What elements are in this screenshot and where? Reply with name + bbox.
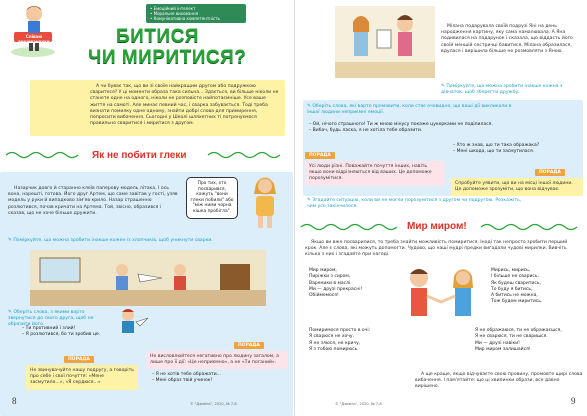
poem-line: Помиримося просто в очі: xyxy=(309,328,371,333)
dialog-line: – Ой, нічого страшного! Ти ж мною мінусу покаже цукерками не поділилася. xyxy=(309,122,493,127)
tip-box-1 xyxy=(305,141,445,186)
dialog-line: – Ти противний і злий! xyxy=(22,326,76,331)
task-text: Оберіть слова, які варто промовити, коли стає очевидно, що ваші дії викликали в іншої людини неприємні емоції. xyxy=(307,104,512,115)
poem-line: Мир миром залишайся! xyxy=(475,346,531,352)
tip-text: Спробуйте уявити, що ви на місці іншої людини. Це допоможе зрозуміти, що вона відчуває. xyxy=(451,178,583,196)
dialog-line: – Я розлютився, бо ти зробив це. xyxy=(22,332,101,338)
task-text: Оберіть слова, з якими варто звернутися до свого друга, щоб не образити його. xyxy=(8,310,94,327)
task-text: Поміркуйте, що можна зробити інакше кожен із хлопчиків, щоб уникнути сварки. xyxy=(13,238,213,243)
boys-arguing-illustration xyxy=(30,250,266,306)
poem-1 xyxy=(309,268,389,299)
tip-box-1 xyxy=(26,345,138,390)
girl-illustration xyxy=(240,172,290,232)
poem-2 xyxy=(491,268,585,306)
room-scene-icon xyxy=(30,250,266,306)
tag-item: • Емоційний інтелект xyxy=(150,6,196,11)
section-heading: Як не побити глеки xyxy=(92,150,187,161)
tip-label: ПОРАДА xyxy=(535,169,565,176)
tags-bar xyxy=(146,4,246,23)
task-instruction-1 xyxy=(307,104,521,116)
speech-bubble: Про тих, хто посварився, кажуть "вони глеки побили" або "між ними чорна кішка пробігла". xyxy=(186,177,238,219)
dialog-list-right xyxy=(453,143,583,156)
page-number: 9 xyxy=(571,396,576,406)
task-instruction-1 xyxy=(8,238,238,244)
poem-line: А битись не можна, xyxy=(491,293,538,299)
poem-line: Як будеш сваритись, xyxy=(491,280,541,286)
left-page xyxy=(0,0,293,416)
dialog-line: – Я не хотів тебе ображати... xyxy=(152,372,221,377)
poem-line: Я не злюся, не кричу, xyxy=(309,340,361,346)
poem-line: Ми — друзі навіки! xyxy=(475,340,520,346)
logo-illustration xyxy=(4,2,62,58)
tag-item: • Моральне виховання xyxy=(150,11,198,16)
dialog-list-right xyxy=(152,372,292,385)
poem-line: То буду я битись, xyxy=(491,286,533,292)
pencil-icon: ✎ xyxy=(307,198,313,203)
pencil-icon: ✎ xyxy=(8,310,14,315)
logo-text: Співаю вишиваночки xyxy=(18,34,50,44)
poem-line: Обіймемося! xyxy=(309,293,339,299)
poem-3 xyxy=(309,328,419,353)
task-text: Поміркуйте, що можна зробити інакше кожна з дівчаток, щоб зберегти дружбу. xyxy=(441,84,563,95)
poem-line: Мир миром, xyxy=(309,268,337,273)
poem-line: Тож будем миритись. xyxy=(491,299,543,305)
page-number: 8 xyxy=(12,396,17,406)
tip-box-2 xyxy=(146,331,288,369)
dialog-line: – Мені шкода, що ти засмутилася. xyxy=(453,149,535,155)
poem-line: Я з тобою помирюсь. xyxy=(309,346,359,352)
girls-gift-illustration xyxy=(335,6,435,78)
poem-line: Пиріжки з сиром, xyxy=(309,274,351,280)
girls-scene-icon xyxy=(335,6,435,78)
tip-text: Не висловлюйтеся негативно про людину загалом, а лише про її дії: «Це неприємно», а не «Ти поганий». xyxy=(146,351,288,369)
title-line-1: БИТИСЯ xyxy=(116,26,199,47)
intro-box: А чи буває так, що ви зі своїм найкращим другом або подружкою сваритеся? У ці моменти образа така сильна... Здається, ви більше ніколи не станете одне на одного, ніколи не розповісте найпотаємніше. Усе ваше життя на самоті. Але минає певний час, і сварка забувається. Тоді треба визнати помилку одне одному, знайти добрі слова для примирення, попросити вибачення. Сьогодні у Школі шляхетних ті потренуємося правильно сваритися і миритися з другом. xyxy=(30,80,285,136)
kids-making-up-illustration xyxy=(391,262,491,332)
dialog-list xyxy=(22,326,142,339)
poem-line: І більше не сварись. xyxy=(491,274,539,280)
dialog-line: – Мені образ твій учинок! xyxy=(152,378,213,384)
poem-line: Я не сварюся, ти не сваришся. xyxy=(475,334,548,340)
poem-4 xyxy=(475,328,585,353)
poem-line: Мирись, мирись, xyxy=(491,268,531,273)
tip-label: ПОРАДА xyxy=(234,342,264,349)
footer-copyright: © "Джміль", 2020, № 7-8 xyxy=(335,402,382,406)
tip-text: Не звинувачуйте нашу подругу, а говоріть про себе і свої почуття: «Мене засмутило...», «Я сердюся...» xyxy=(26,365,138,390)
pencil-icon: ✎ xyxy=(441,84,447,89)
tip-box-2 xyxy=(451,158,583,196)
pencil-icon: ✎ xyxy=(8,238,14,243)
mir-text: Якщо ви вже посварилися, то треба знайти можливість помиритися. Іноді так непросто зробити перший крок. Але є слова, які можуть допомогти. Чудово, що наші мудрі предки вигадали чудові мирилки. Вивчіть кілька з них і згадайте при нагоді. xyxy=(305,240,568,258)
dialog-line: – Хто ж знав, що ти така ображака? xyxy=(453,143,540,148)
tag-item: • Комунікативна компетентність xyxy=(150,16,220,21)
tip-label: ПОРАДА xyxy=(64,356,94,363)
boy-with-banner-icon xyxy=(4,2,62,58)
footer-copyright: © "Джміль", 2020, № 7-8 xyxy=(190,402,237,406)
poem-line: Я не ображаюся, ти не ображаєшся, xyxy=(475,328,562,333)
section-heading: Мир миром! xyxy=(407,221,467,232)
title-line-2: ЧИ МИРИТИСЯ? xyxy=(88,47,247,68)
story-text: Назарчик довго й старанно клеїв паперову модель літака. І ось вона, нарешті, готова. Його друг Артем, що саме завітав у гості, узяв модель у руки й випадково зім'яв крило. Назар страшенно розлютився, почав кричати на Артема. Той, звісно, образився і сказав, що не хоче більше дружити. xyxy=(8,186,178,216)
right-page xyxy=(294,0,587,416)
story-text: Мілана подарувала своїй подрузі Яні на день народження картину, яку сама намалювала. А Яна подивилася на подарунок і сказала, що віддасть його своїй меншій сестричці бавитися. Мілана образилася, вдулася і вирішила більше не розмовляти з Яною. xyxy=(441,24,573,54)
poem-line: Вареники в маслі. xyxy=(309,280,352,286)
dialog-list xyxy=(309,122,519,135)
task-instruction-top xyxy=(441,84,581,96)
tip-text: Усі люди різні. Поважайте почуття інших, навіть якщо вони відрізняються від ваших. Це допоможе порозумітися. xyxy=(305,161,445,186)
pencil-icon: ✎ xyxy=(307,104,313,109)
task-text: Згадайте ситуацію, коли ви не могли порозумітися з другом чи подругою. Розкажіть, чим усе закінчилося. xyxy=(307,198,522,209)
page-title xyxy=(88,26,246,68)
poem-line: Ми — друзі прекрасні! xyxy=(309,286,363,292)
closing-text: А ще краще, якщо відчуваєте свою провину, промовте щирі слова вибачення. І пам'ятайте: що ці хвилинки образи, все давно вирішено. xyxy=(415,372,583,390)
dialog-line: – Вибач, будь ласка, я не хотіла тебе образити. xyxy=(309,128,423,134)
tip-label: ПОРАДА xyxy=(305,152,335,159)
task-instruction-2 xyxy=(307,198,527,210)
poem-line: Я сварюся не хочу. xyxy=(309,334,355,340)
